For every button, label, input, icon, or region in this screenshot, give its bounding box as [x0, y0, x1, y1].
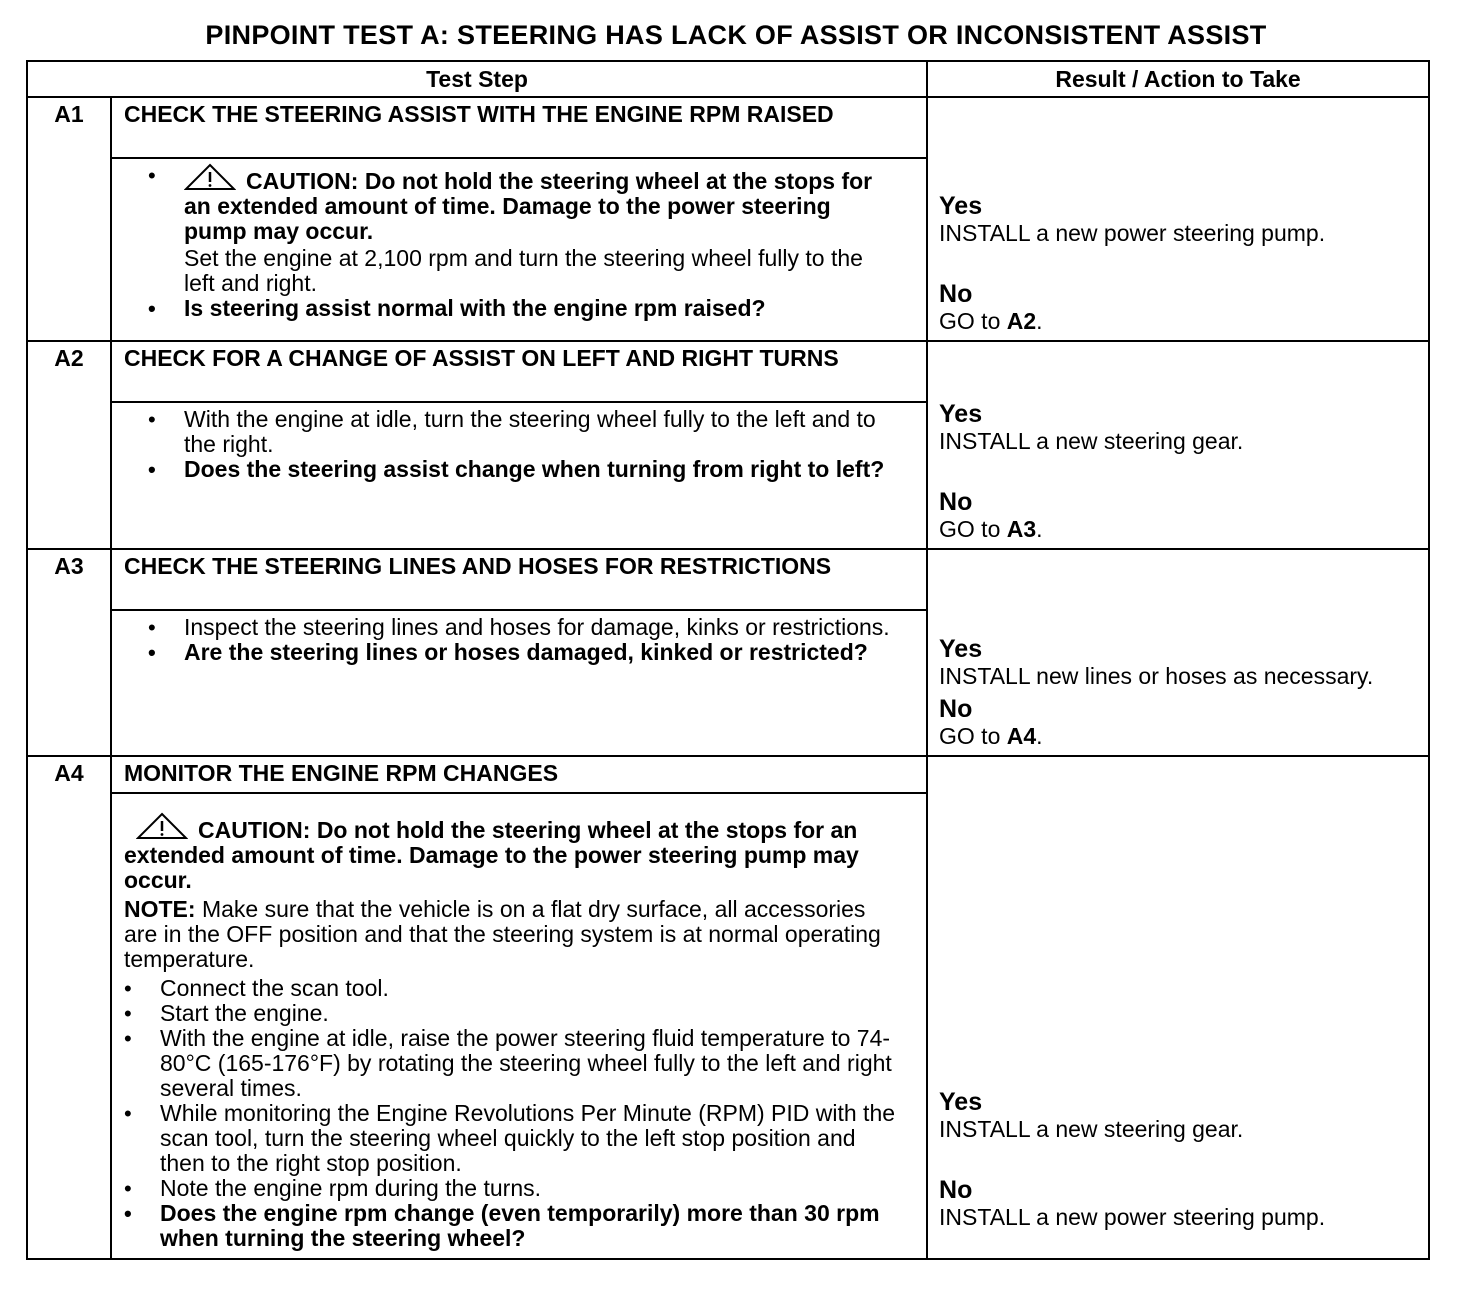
step-id-a2: A2: [27, 341, 111, 549]
yes-action-a2: INSTALL a new steering gear.: [939, 428, 1244, 454]
yes-label-a3: Yes: [939, 635, 983, 663]
instruction-a1: Set the engine at 2,100 rpm and turn the steering wheel fully to the left and right.: [184, 245, 863, 296]
list-item: • With the engine at idle, raise the power steering fluid temperature to 74-80°C (165-176°F) by rotating the steering wheel fully to the left and right several times.: [124, 1026, 896, 1101]
step-body-a1: [111, 158, 927, 341]
step-title-a1: CHECK THE STEERING ASSIST WITH THE ENGINE RPM RAISED: [111, 97, 927, 158]
no-label-a3: No: [939, 695, 973, 723]
question-a3: • Are the steering lines or hoses damaged, kinked or restricted?: [148, 640, 896, 665]
no-label-a2: No: [939, 488, 973, 516]
result-a4: [927, 756, 1429, 1259]
step-id-a1: A1: [27, 97, 111, 341]
pinpoint-test-table: [26, 60, 1430, 1260]
step-a3-title-row: [27, 549, 1429, 610]
list-item: • Connect the scan tool.: [124, 976, 896, 1001]
result-a1: [927, 97, 1429, 341]
step-title-a2: CHECK FOR A CHANGE OF ASSIST ON LEFT AND RIGHT TURNS: [111, 341, 927, 402]
list-item: • While monitoring the Engine Revolutions Per Minute (RPM) PID with the scan tool, turn the steering wheel quickly to the left stop position and then to the right stop position.: [124, 1101, 896, 1176]
step-a2-title-row: [27, 341, 1429, 402]
no-action-a1: GO to A2.: [939, 308, 1043, 334]
caution-triangle-icon: [136, 812, 188, 840]
caution-triangle-icon: [184, 163, 236, 191]
yes-label-a1: Yes: [939, 192, 983, 220]
yes-label-a2: Yes: [939, 400, 983, 428]
bullet-list-a4: [124, 976, 896, 1251]
caution-item-a1: • CAUTION: Do not hold the steering wheel at the stops for an extended amount of time. Damage to the power steering pump may occur. Set the engine at 2,100 rpm and turn the steering wheel fully to the left and right.: [148, 163, 896, 296]
no-action-a3: GO to A4.: [939, 723, 1043, 749]
step-a4-title-row: [27, 756, 1429, 793]
note-a4: NOTE: Make sure that the vehicle is on a flat dry surface, all accessories are in the OFF position and that the steering system is at normal operating temperature.: [124, 896, 881, 972]
step-id-a4: A4: [27, 756, 111, 1259]
instruction-a3: • Inspect the steering lines and hoses for damage, kinks or restrictions.: [148, 615, 896, 640]
list-item: • Start the engine.: [124, 1001, 896, 1026]
table-header-row: [27, 61, 1429, 97]
result-header: Result / Action to Take: [927, 61, 1429, 97]
list-item: • Note the engine rpm during the turns.: [124, 1176, 896, 1201]
yes-action-a1: INSTALL a new power steering pump.: [939, 220, 1326, 246]
question-a2: • Does the steering assist change when turning from right to left?: [148, 457, 896, 482]
step-title-a3: CHECK THE STEERING LINES AND HOSES FOR RESTRICTIONS: [111, 549, 927, 610]
question-a1: • Is steering assist normal with the engine rpm raised?: [148, 296, 896, 321]
instruction-a2: • With the engine at idle, turn the steering wheel fully to the left and to the right.: [148, 407, 896, 457]
caution-a4: CAUTION: Do not hold the steering wheel at the stops for an extended amount of time. Damage to the power steering pump may occur.: [124, 812, 896, 893]
result-a3: [927, 549, 1429, 756]
no-label-a4: No: [939, 1176, 973, 1204]
yes-action-a3: INSTALL new lines or hoses as necessary.: [939, 663, 1374, 689]
step-a1-title-row: [27, 97, 1429, 158]
no-label-a1: No: [939, 280, 973, 308]
no-action-a4: INSTALL a new power steering pump.: [939, 1204, 1326, 1230]
step-body-a4: [111, 793, 927, 1259]
test-step-header: Test Step: [27, 61, 927, 97]
yes-action-a4: INSTALL a new steering gear.: [939, 1116, 1244, 1142]
yes-label-a4: Yes: [939, 1088, 983, 1116]
step-title-a4: MONITOR THE ENGINE RPM CHANGES: [111, 756, 927, 793]
page-title: PINPOINT TEST A: STEERING HAS LACK OF ASSIST OR INCONSISTENT ASSIST: [205, 20, 1267, 50]
result-a2: [927, 341, 1429, 549]
no-action-a2: GO to A3.: [939, 516, 1043, 542]
step-id-a3: A3: [27, 549, 111, 756]
step-body-a3: [111, 610, 927, 756]
question-a4: • Does the engine rpm change (even temporarily) more than 30 rpm when turning the steering wheel?: [124, 1201, 896, 1251]
step-body-a2: [111, 402, 927, 549]
